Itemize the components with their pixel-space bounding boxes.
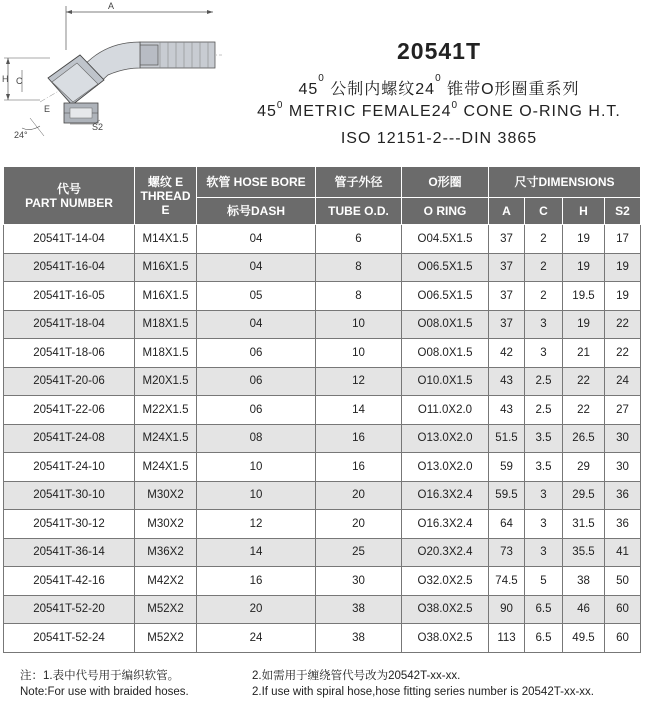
header-part-cn: 代号 [56,181,81,196]
cell-thread: M18X1.5 [135,339,197,368]
cell-dim-a: 90 [489,595,525,624]
cell-dim-s2: 17 [605,225,641,254]
cell-part-number: 20541T-52-24 [4,624,135,653]
cell-dim-c: 6.5 [525,624,563,653]
cell-tube-od: 25 [316,538,402,567]
cell-dim-h: 35.5 [563,538,605,567]
cn-thread: 公制内螺纹24 [330,81,436,98]
cell-dash: 06 [197,367,316,396]
header-thread-en: THREAD E [140,188,191,217]
cell-part-number: 20541T-42-16 [4,567,135,596]
title-english [225,100,653,121]
cell-dim-h: 21 [563,339,605,368]
cell-tube-od: 38 [316,624,402,653]
cell-dim-s2: 30 [605,453,641,482]
cell-tube-od: 20 [316,481,402,510]
cell-tube-od: 16 [316,424,402,453]
header-part-en: PART NUMBER [25,195,113,210]
cell-o-ring: O20.3X2.4 [402,538,489,567]
cell-o-ring: O13.0X2.0 [402,424,489,453]
table-row [4,510,641,539]
cell-dim-s2: 22 [605,310,641,339]
table-row [4,225,641,254]
cell-thread: M24X1.5 [135,424,197,453]
title-block [225,0,653,160]
table-row [4,481,641,510]
cell-dim-c: 2 [525,225,563,254]
cell-dash: 04 [197,253,316,282]
header-thread-cn: 螺纹 E [147,174,184,189]
cell-thread: M24X1.5 [135,453,197,482]
cell-dash: 04 [197,310,316,339]
cn-cone-deg: 0 [435,73,442,84]
cell-o-ring: O16.3X2.4 [402,510,489,539]
cell-thread: M42X2 [135,567,197,596]
cell-part-number: 20541T-18-04 [4,310,135,339]
svg-text:E: E [44,104,51,114]
cell-dash: 10 [197,453,316,482]
cell-dim-c: 3.5 [525,424,563,453]
cell-o-ring: O38.0X2.5 [402,624,489,653]
cell-dim-s2: 24 [605,367,641,396]
cell-tube-od: 10 [316,310,402,339]
en-series: CONE O-RING H.T. [463,103,621,120]
table-row [4,396,641,425]
en-cone-deg: 0 [451,100,459,111]
cell-dash: 06 [197,339,316,368]
table-row [4,453,641,482]
cell-dim-a: 42 [489,339,525,368]
spec-table [3,166,641,653]
cell-tube-od: 8 [316,282,402,311]
cell-dim-h: 46 [563,595,605,624]
cell-dim-a: 43 [489,396,525,425]
cell-dim-h: 22 [563,367,605,396]
table-row [4,595,641,624]
cell-dim-c: 3 [525,310,563,339]
s2-label: S2 [92,122,104,132]
cell-dash: 24 [197,624,316,653]
header-c: C [525,198,563,225]
header-oring-en: O RING [402,198,489,225]
cell-thread: M30X2 [135,481,197,510]
cell-dim-a: 51.5 [489,424,525,453]
cell-part-number: 20541T-52-20 [4,595,135,624]
cell-dash: 20 [197,595,316,624]
cell-dim-a: 37 [489,253,525,282]
cell-o-ring: O16.3X2.4 [402,481,489,510]
cell-dim-c: 3 [525,339,563,368]
cell-dim-h: 22 [563,396,605,425]
note-1-cn: 注：1.表中代号用于编织软管。 [20,670,180,682]
cell-thread: M52X2 [135,595,197,624]
header-oring-cn: O形圈 [402,167,489,198]
cell-o-ring: O06.5X1.5 [402,253,489,282]
cell-dim-a: 37 [489,310,525,339]
cell-dim-h: 19 [563,310,605,339]
table-row [4,567,641,596]
cell-dim-a: 43 [489,367,525,396]
cell-part-number: 20541T-36-14 [4,538,135,567]
cell-o-ring: O06.5X1.5 [402,282,489,311]
cell-dim-c: 3.5 [525,453,563,482]
cell-dim-a: 37 [489,282,525,311]
cell-dash: 16 [197,567,316,596]
cell-dim-h: 49.5 [563,624,605,653]
cell-dash: 04 [197,225,316,254]
note-right [252,668,652,700]
cell-dim-s2: 41 [605,538,641,567]
cn-series: 锥带O形圈重系列 [447,81,580,98]
note-2-cn: 2.如需用于缠绕管代号改为20542T-xx-xx. [252,670,461,682]
cell-dim-h: 31.5 [563,510,605,539]
cell-dim-s2: 19 [605,253,641,282]
cell-thread: M18X1.5 [135,310,197,339]
cn-angle-deg: 0 [318,73,325,84]
cell-tube-od: 12 [316,367,402,396]
fitting-diagram [0,0,225,160]
spec-table-body [4,225,641,653]
table-row [4,310,641,339]
cell-dim-h: 29.5 [563,481,605,510]
header-dimensions: 尺寸DIMENSIONS [489,167,641,198]
cell-o-ring: O10.0X1.5 [402,367,489,396]
cell-part-number: 20541T-24-10 [4,453,135,482]
header-h: H [563,198,605,225]
cell-tube-od: 20 [316,510,402,539]
cell-dim-c: 5 [525,567,563,596]
cell-tube-od: 38 [316,595,402,624]
cell-dim-c: 3 [525,510,563,539]
cell-dash: 12 [197,510,316,539]
table-row [4,339,641,368]
title-chinese [225,73,653,99]
model-title: 20541T [396,38,481,64]
header-a: A [489,198,525,225]
cell-thread: M22X1.5 [135,396,197,425]
dim-h-label: H [2,74,9,84]
cell-tube-od: 6 [316,225,402,254]
cell-dim-a: 113 [489,624,525,653]
cell-dim-c: 3 [525,481,563,510]
cell-tube-od: 16 [316,453,402,482]
header-thread [135,167,197,225]
cell-dim-h: 26.5 [563,424,605,453]
cell-dim-c: 2 [525,253,563,282]
cell-thread: M14X1.5 [135,225,197,254]
cell-dim-a: 37 [489,225,525,254]
table-row [4,282,641,311]
cell-dim-s2: 27 [605,396,641,425]
cell-dim-h: 29 [563,453,605,482]
dim-a-label: A [108,1,115,11]
dim-c-label: C [16,76,23,86]
cell-dim-s2: 60 [605,624,641,653]
cell-part-number: 20541T-22-06 [4,396,135,425]
cell-dim-c: 2 [525,282,563,311]
cell-dim-c: 3 [525,538,563,567]
cell-o-ring: O04.5X1.5 [402,225,489,254]
angle-label: 24° [14,130,28,140]
header-hose-bore: 软管 HOSE BORE [197,167,316,198]
table-row [4,624,641,653]
cell-part-number: 20541T-14-04 [4,225,135,254]
en-thread: METRIC FEMALE24 [288,103,452,120]
cell-dim-s2: 36 [605,481,641,510]
cell-dash: 10 [197,481,316,510]
cell-o-ring: O08.0X1.5 [402,339,489,368]
cell-o-ring: O11.0X2.0 [402,396,489,425]
cell-part-number: 20541T-24-08 [4,424,135,453]
note-2-en: 2.If use with spiral hose,hose fitting series number is 20542T-xx-xx. [252,686,594,698]
cell-dim-a: 73 [489,538,525,567]
en-angle-deg: 0 [276,100,284,111]
cell-dim-s2: 60 [605,595,641,624]
cell-tube-od: 10 [316,339,402,368]
cell-thread: M52X2 [135,624,197,653]
fitting-drawing [0,0,225,160]
cell-dim-a: 64 [489,510,525,539]
cell-o-ring: O38.0X2.5 [402,595,489,624]
cell-tube-od: 8 [316,253,402,282]
header-tube-cn: 管子外径 [316,167,402,198]
header-s2: S2 [605,198,641,225]
cell-o-ring: O08.0X1.5 [402,310,489,339]
cell-dash: 08 [197,424,316,453]
note-left [20,668,250,700]
cell-dim-a: 59 [489,453,525,482]
table-row [4,367,641,396]
header-part-number [4,167,135,225]
cell-part-number: 20541T-30-12 [4,510,135,539]
cell-dim-s2: 22 [605,339,641,368]
cell-part-number: 20541T-30-10 [4,481,135,510]
cell-dim-s2: 30 [605,424,641,453]
cell-dim-h: 19.5 [563,282,605,311]
cell-part-number: 20541T-20-06 [4,367,135,396]
cell-dim-c: 2.5 [525,396,563,425]
cell-dim-s2: 36 [605,510,641,539]
cell-part-number: 20541T-16-04 [4,253,135,282]
cell-thread: M16X1.5 [135,253,197,282]
cell-dim-c: 2.5 [525,367,563,396]
cell-thread: M36X2 [135,538,197,567]
cell-dim-s2: 19 [605,282,641,311]
table-row [4,538,641,567]
cell-o-ring: O13.0X2.0 [402,453,489,482]
cell-o-ring: O32.0X2.5 [402,567,489,596]
cell-dim-c: 6.5 [525,595,563,624]
cell-dash: 14 [197,538,316,567]
header-dash: 标号DASH [197,198,316,225]
cell-dim-s2: 50 [605,567,641,596]
header-tube-en: TUBE O.D. [316,198,402,225]
cell-dim-h: 19 [563,253,605,282]
cell-part-number: 20541T-16-05 [4,282,135,311]
cell-dim-a: 59.5 [489,481,525,510]
cell-dim-h: 38 [563,567,605,596]
cell-tube-od: 14 [316,396,402,425]
cell-dim-h: 19 [563,225,605,254]
table-row [4,424,641,453]
note-1-en: Note:For use with braided hoses. [20,686,189,698]
cn-angle: 45 [298,81,319,98]
cell-dash: 06 [197,396,316,425]
cell-thread: M30X2 [135,510,197,539]
cell-thread: M20X1.5 [135,367,197,396]
cell-dim-a: 74.5 [489,567,525,596]
title-standard: ISO 12151-2---DIN 3865 [340,130,538,147]
cell-dash: 05 [197,282,316,311]
cell-thread: M16X1.5 [135,282,197,311]
cell-part-number: 20541T-18-06 [4,339,135,368]
table-row [4,253,641,282]
cell-tube-od: 30 [316,567,402,596]
en-angle: 45 [257,103,277,120]
